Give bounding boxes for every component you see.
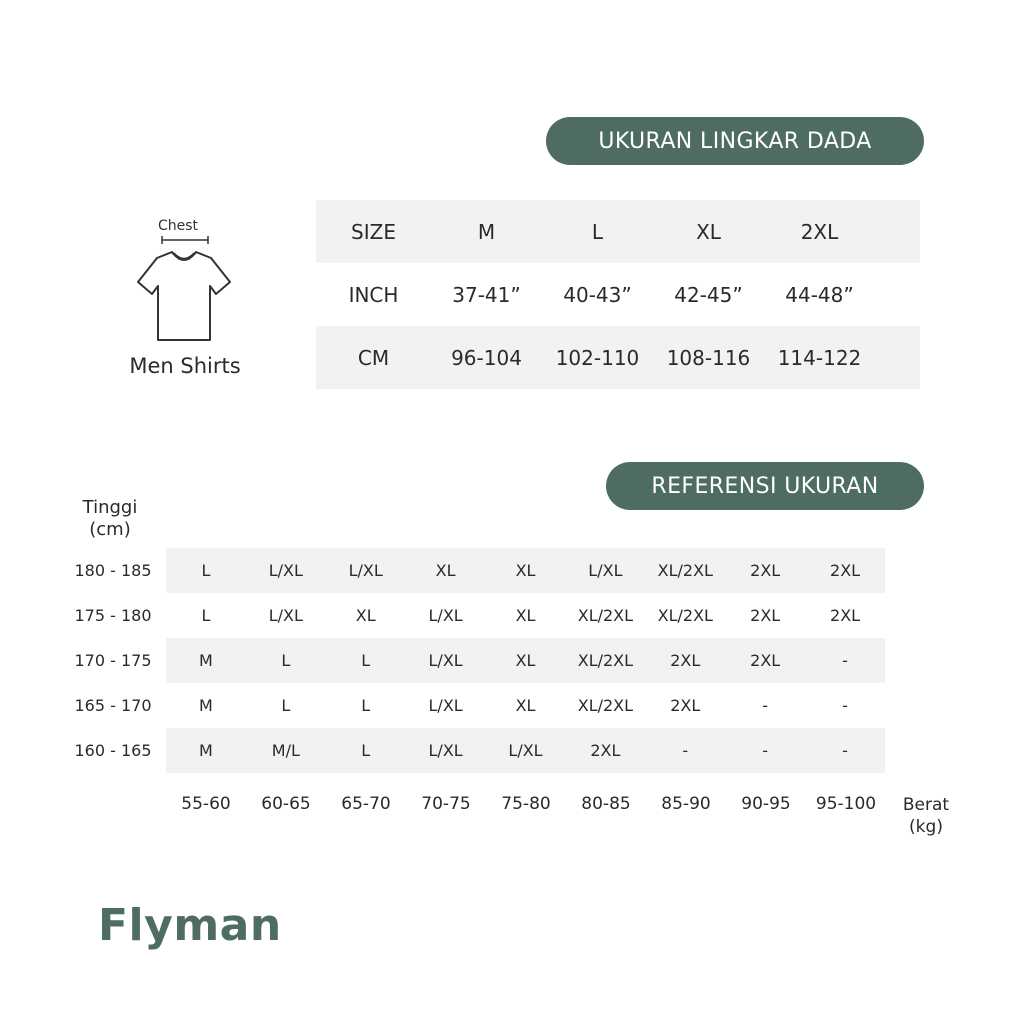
table-row <box>60 593 885 638</box>
weight-range: 55-60 <box>181 794 231 814</box>
weight-range: 60-65 <box>261 794 311 814</box>
size-cell: 2XL <box>590 741 621 760</box>
size-cell: L <box>201 561 211 580</box>
table-cell: XL <box>696 219 721 244</box>
chest-size-table <box>316 200 920 389</box>
size-cell: L <box>201 606 211 625</box>
size-cell: XL <box>515 651 536 670</box>
weight-range: 95-100 <box>815 794 877 814</box>
size-cell: - <box>762 696 769 715</box>
chest-size-heading: UKURAN LINGKAR DADA <box>546 117 924 165</box>
size-cell: XL/2XL <box>577 606 634 625</box>
weight-range: 85-90 <box>661 794 711 814</box>
size-cell: L/XL <box>428 606 463 625</box>
weight-range: 65-70 <box>341 794 391 814</box>
table-cell: 2XL <box>800 219 839 244</box>
size-cell: L <box>281 651 291 670</box>
size-cell: XL <box>515 606 536 625</box>
size-cell: L/XL <box>348 561 383 580</box>
cm-row <box>316 326 920 389</box>
size-cell: - <box>842 696 848 715</box>
height-range: 175 - 180 <box>74 606 152 625</box>
table-cell: 108-116 <box>666 345 751 370</box>
size-cell: M <box>199 696 213 715</box>
size-cell: 2XL <box>670 651 701 670</box>
size-cell: 2XL <box>750 651 781 670</box>
size-cell: 2XL <box>830 606 861 625</box>
size-cell: - <box>762 741 769 760</box>
size-cell: 2XL <box>750 561 781 580</box>
row-label: SIZE <box>351 219 396 244</box>
table-row <box>60 683 885 728</box>
size-cell: XL/2XL <box>657 561 713 580</box>
size-cell: L/XL <box>268 606 303 625</box>
men-shirts-caption: Men Shirts <box>129 354 241 378</box>
height-range: 180 - 185 <box>74 561 152 580</box>
size-cell: XL <box>515 696 536 715</box>
size-cells <box>166 683 885 728</box>
table-cell: L <box>591 219 604 244</box>
size-reference-heading: REFERENSI UKURAN <box>606 462 924 510</box>
table-row <box>60 638 885 683</box>
shirt-illustration <box>110 212 260 382</box>
size-reference-table <box>60 548 885 773</box>
size-cell: L <box>361 741 371 760</box>
height-range: 160 - 165 <box>74 741 152 760</box>
size-cell: XL <box>515 561 536 580</box>
weight-unit: (kg) <box>909 817 943 837</box>
weight-range: 90-95 <box>741 794 791 814</box>
size-row <box>316 200 920 263</box>
size-cell: M <box>199 741 213 760</box>
size-cell: - <box>842 741 848 760</box>
size-cell: L <box>361 696 371 715</box>
height-range: 165 - 170 <box>74 696 152 715</box>
size-cell: L <box>361 651 371 670</box>
brand-logo: Flyman <box>98 900 282 951</box>
size-cells <box>166 548 885 593</box>
table-cell: 44-48” <box>785 282 854 307</box>
size-cell: XL/2XL <box>577 651 634 670</box>
height-range: 170 - 175 <box>74 651 152 670</box>
size-cells <box>166 728 885 773</box>
height-label: Tinggi <box>82 497 138 518</box>
size-cell: XL <box>355 606 376 625</box>
size-cell: L/XL <box>588 561 623 580</box>
table-cell: 40-43” <box>563 282 632 307</box>
size-cell: 2XL <box>830 561 861 580</box>
size-cell: - <box>842 651 848 670</box>
row-label: CM <box>357 345 390 370</box>
size-cell: L/XL <box>428 741 463 760</box>
size-cell: L/XL <box>508 741 543 760</box>
table-cell: 102-110 <box>555 345 640 370</box>
weight-range: 75-80 <box>501 794 551 814</box>
weight-axis <box>166 794 886 814</box>
size-cell: M <box>199 651 213 670</box>
weight-axis-label <box>893 794 959 838</box>
size-cell: XL/2XL <box>657 606 713 625</box>
height-unit: (cm) <box>89 519 131 540</box>
inch-row <box>316 263 920 326</box>
table-row <box>60 548 885 593</box>
size-cell: XL/2XL <box>577 696 634 715</box>
size-cell: 2XL <box>670 696 701 715</box>
table-row <box>60 728 885 773</box>
size-cell: L/XL <box>428 696 463 715</box>
size-cells <box>166 593 885 638</box>
size-cell: 2XL <box>750 606 781 625</box>
table-cell: 114-122 <box>777 345 862 370</box>
chest-label: Chest <box>158 218 199 234</box>
size-cell: - <box>682 741 689 760</box>
weight-range: 80-85 <box>581 794 631 814</box>
row-label: INCH <box>348 282 399 307</box>
table-cell: 37-41” <box>452 282 521 307</box>
size-cells <box>166 638 885 683</box>
table-cell: 42-45” <box>674 282 743 307</box>
size-cell: XL <box>435 561 456 580</box>
size-cell: L/XL <box>428 651 463 670</box>
table-cell: 96-104 <box>451 345 522 370</box>
height-axis-label <box>62 497 158 541</box>
table-cell: M <box>477 219 496 244</box>
size-cell: L/XL <box>268 561 303 580</box>
weight-label: Berat <box>902 795 950 815</box>
size-cell: L <box>281 696 291 715</box>
size-cell: M/L <box>271 741 300 760</box>
weight-range: 70-75 <box>421 794 471 814</box>
